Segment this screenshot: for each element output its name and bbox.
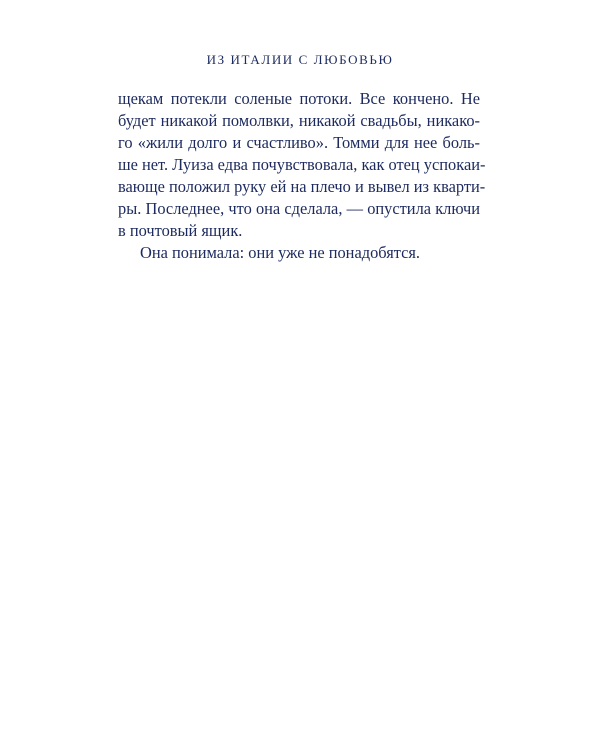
paragraph-2 — [118, 242, 480, 264]
text-line: ры. Последнее, что она сделала, — опустила ключи — [118, 199, 480, 218]
text-line: в почтовый ящик. — [118, 221, 243, 240]
running-head: ИЗ ИТАЛИИ С ЛЮБОВЬЮ — [206, 52, 394, 67]
text-line: будет никакой помолвки, никакой свадьбы, никако- — [118, 111, 480, 130]
text-line: щекам потекли соленые потоки. Все кончено. Не — [118, 89, 480, 108]
paragraph-1 — [118, 88, 486, 242]
text-line: ше нет. Луиза едва почувствовала, как отец успокаи- — [118, 155, 486, 174]
text-line: Она понимала: они уже не понадобятся. — [140, 243, 421, 262]
body-text — [118, 88, 486, 264]
text-line: вающе положил руку ей на плечо и вывел из кварти- — [118, 177, 486, 196]
text-line: го «жили долго и счастливо». Томми для нее боль- — [118, 133, 480, 152]
